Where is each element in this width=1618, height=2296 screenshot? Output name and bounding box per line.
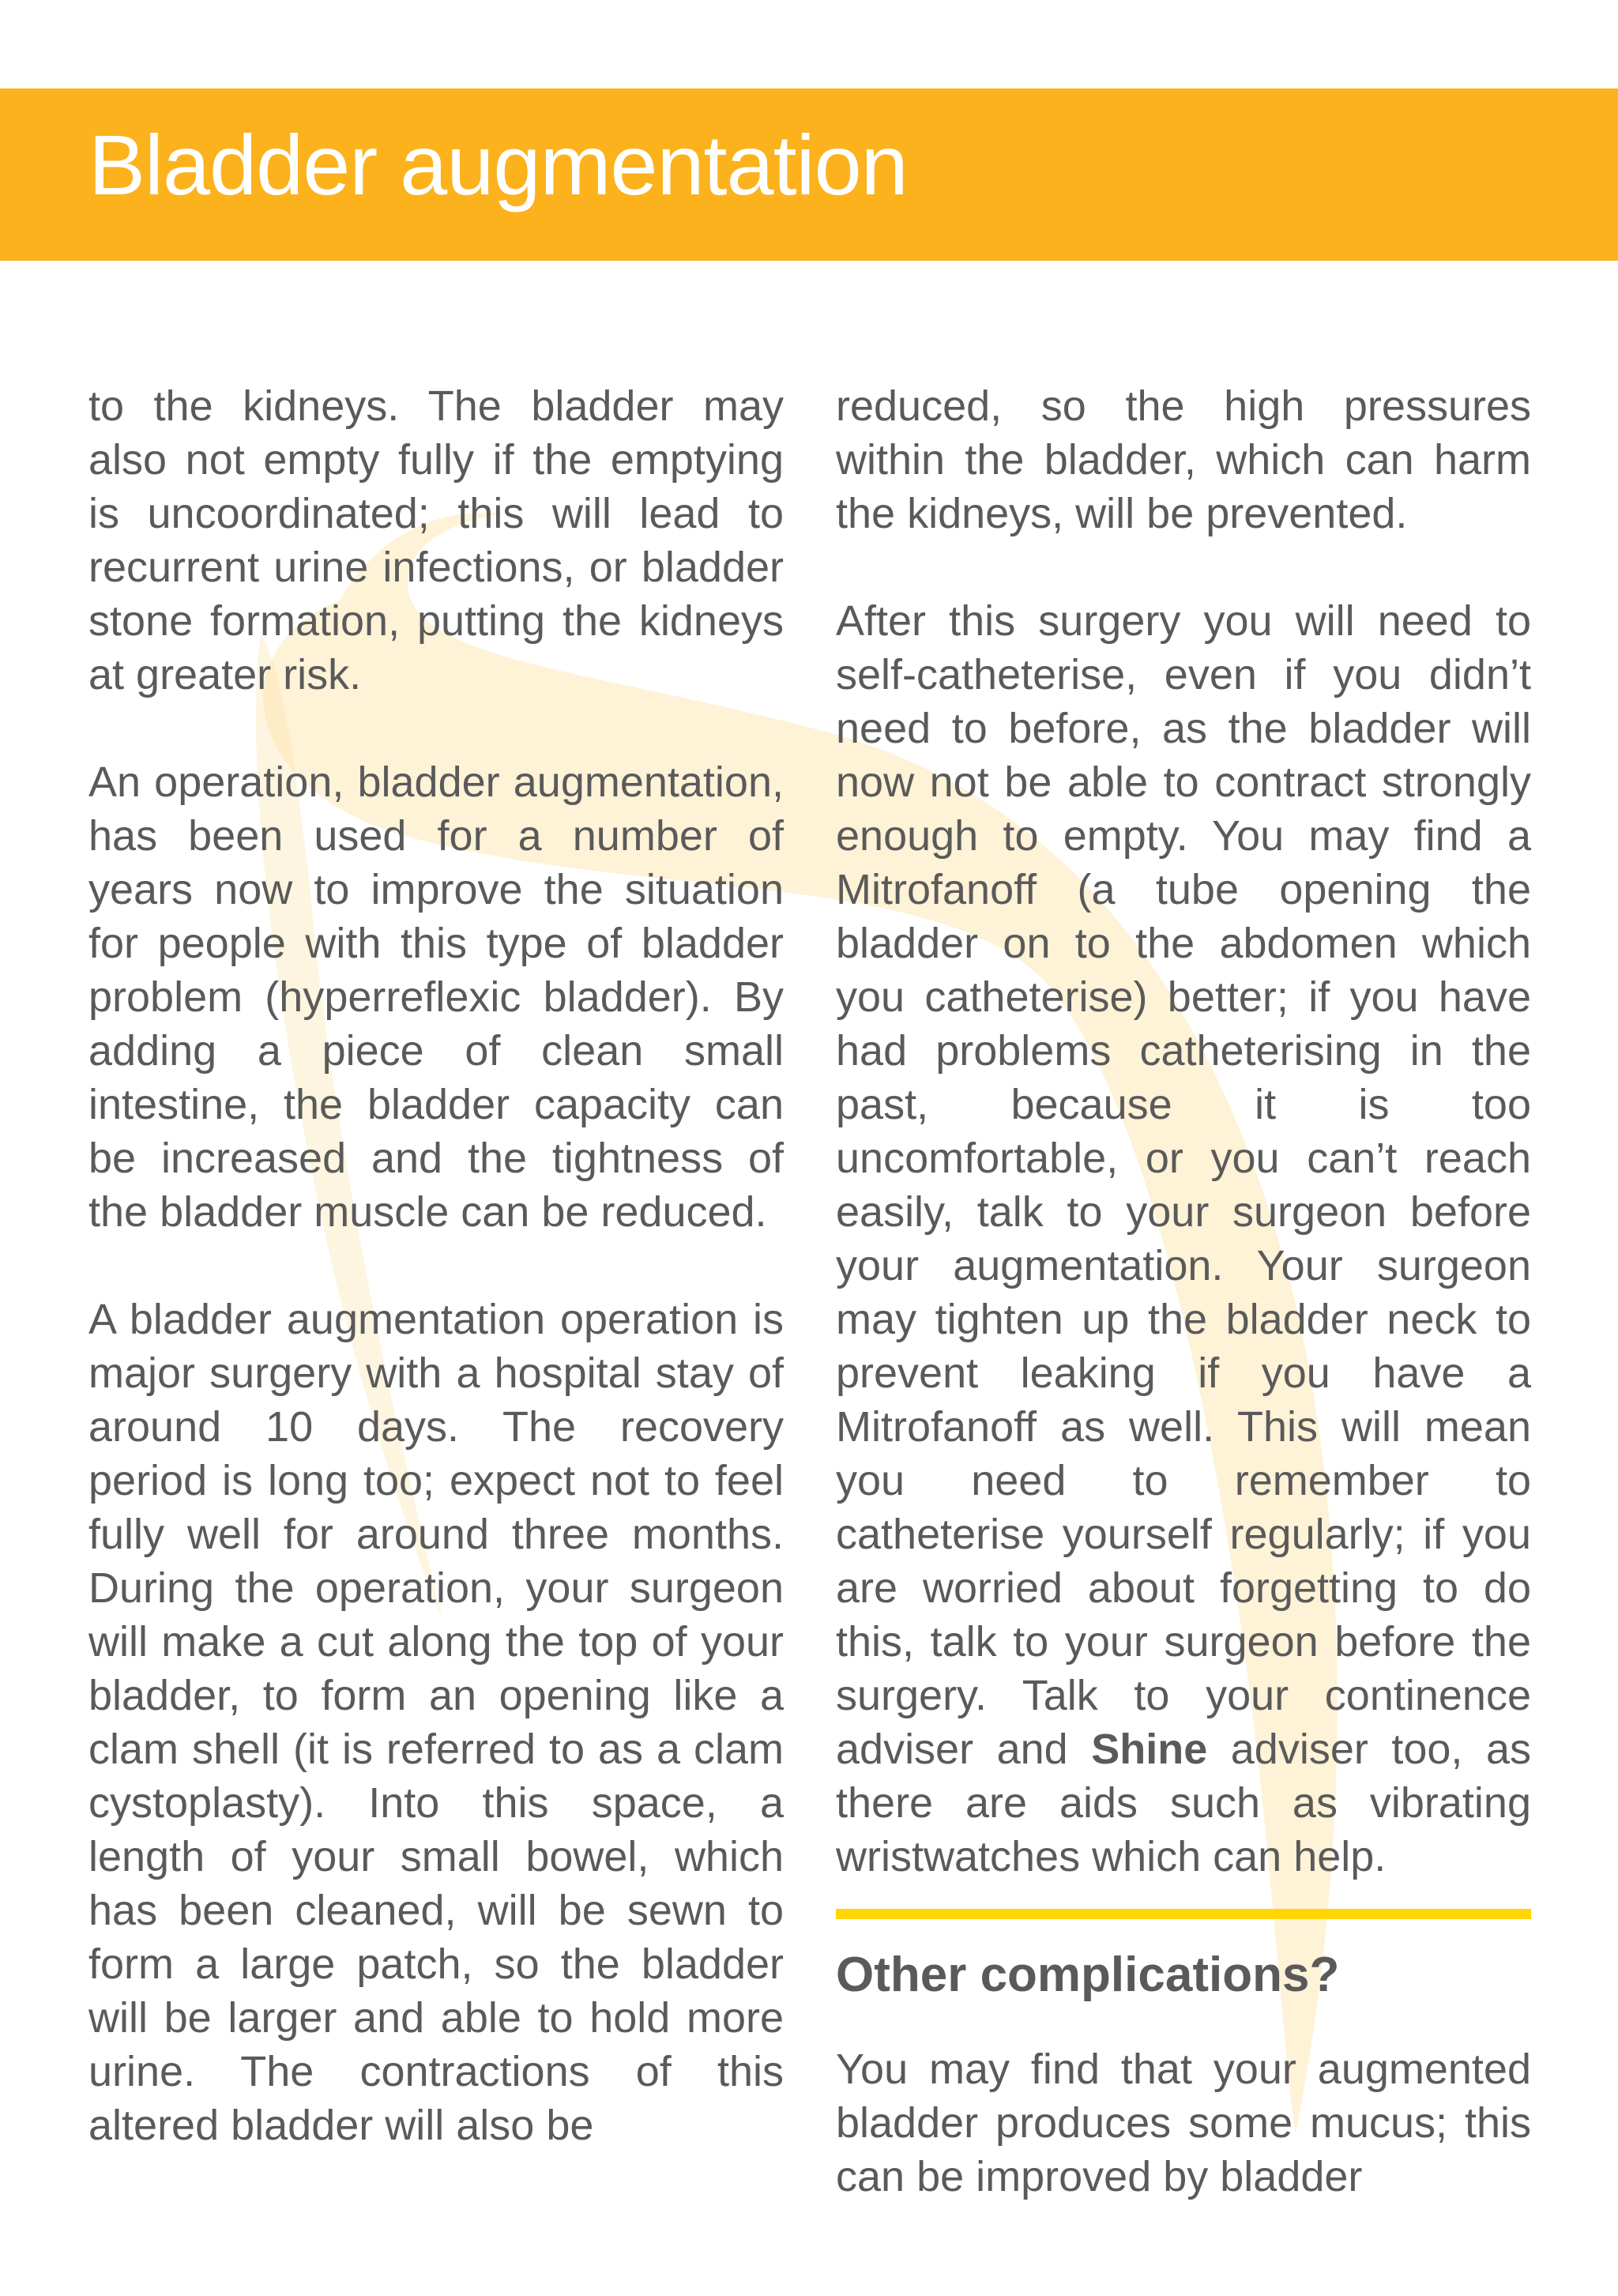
body-paragraph: A bladder augmentation operation is major surgery with a hospital stay of around 10 days. The recovery period is long too; expect not to feel fully well for around three months. During the operation, your surgeon will make a cut along the top of your bladder, to form an opening like a clam shell (it is referred to as a clam cystoplasty). Into this space, a length of your small bowel, which has been cleaned, will be sewn to form a large patch, so the bladder will be larger and able to hold more urine. The contractions of this altered bladder will also be — [88, 1296, 784, 2149]
section-divider — [836, 1909, 1531, 1919]
left-column — [88, 379, 784, 2152]
body-paragraph — [836, 594, 1531, 1884]
body-paragraph: You may find that your augmented bladder produces some mucus; this can be improved by bladder — [836, 2046, 1531, 2200]
page-title: Bladder augmentation — [88, 117, 908, 213]
body-text: After this surgery you will need to self-catheterise, even if you didn’t need to before, as the bladder will now not be able to contract strongly enough to empty. You may find a Mitrofanoff (a tube opening the bladder on to the abdomen which you catheterise) better; if you have had problems catheterising in the past, because it is too uncomfortable, or you can’t reach easily, talk to your surgeon before your augmentation. Your surgeon may tighten up the bladder neck to prevent leaking if you have a Mitrofanoff as well. This will mean you need to remember to catheterise yourself regularly; if you are worried about forgetting to do this, talk to your surgeon before the surgery. Talk to your continence adviser and — [836, 597, 1531, 1773]
body-paragraph: to the kidneys. The bladder may also not empty fully if the emptying is uncoordinated; this will lead to recurrent urine infections, or bladder stone formation, putting the kidneys at greater risk. — [88, 382, 784, 698]
body-paragraph: reduced, so the high pressures within the bladder, which can harm the kidneys, will be prevented. — [836, 382, 1531, 537]
shine-brand-text: Shine — [1091, 1726, 1208, 1773]
right-column — [836, 379, 1531, 2204]
section-heading: Other complications? — [836, 1948, 1340, 2002]
body-text: adviser too, as there are aids such as vibrating wristwatches which can help. — [836, 1726, 1531, 1880]
body-paragraph: An operation, bladder augmentation, has been used for a number of years now to improve the situation for people with this type of bladder problem (hyperreflexic bladder). By adding a piece of clean small intestine, the bladder capacity can be increased and the tightness of the bladder muscle can be reduced. — [88, 758, 784, 1236]
